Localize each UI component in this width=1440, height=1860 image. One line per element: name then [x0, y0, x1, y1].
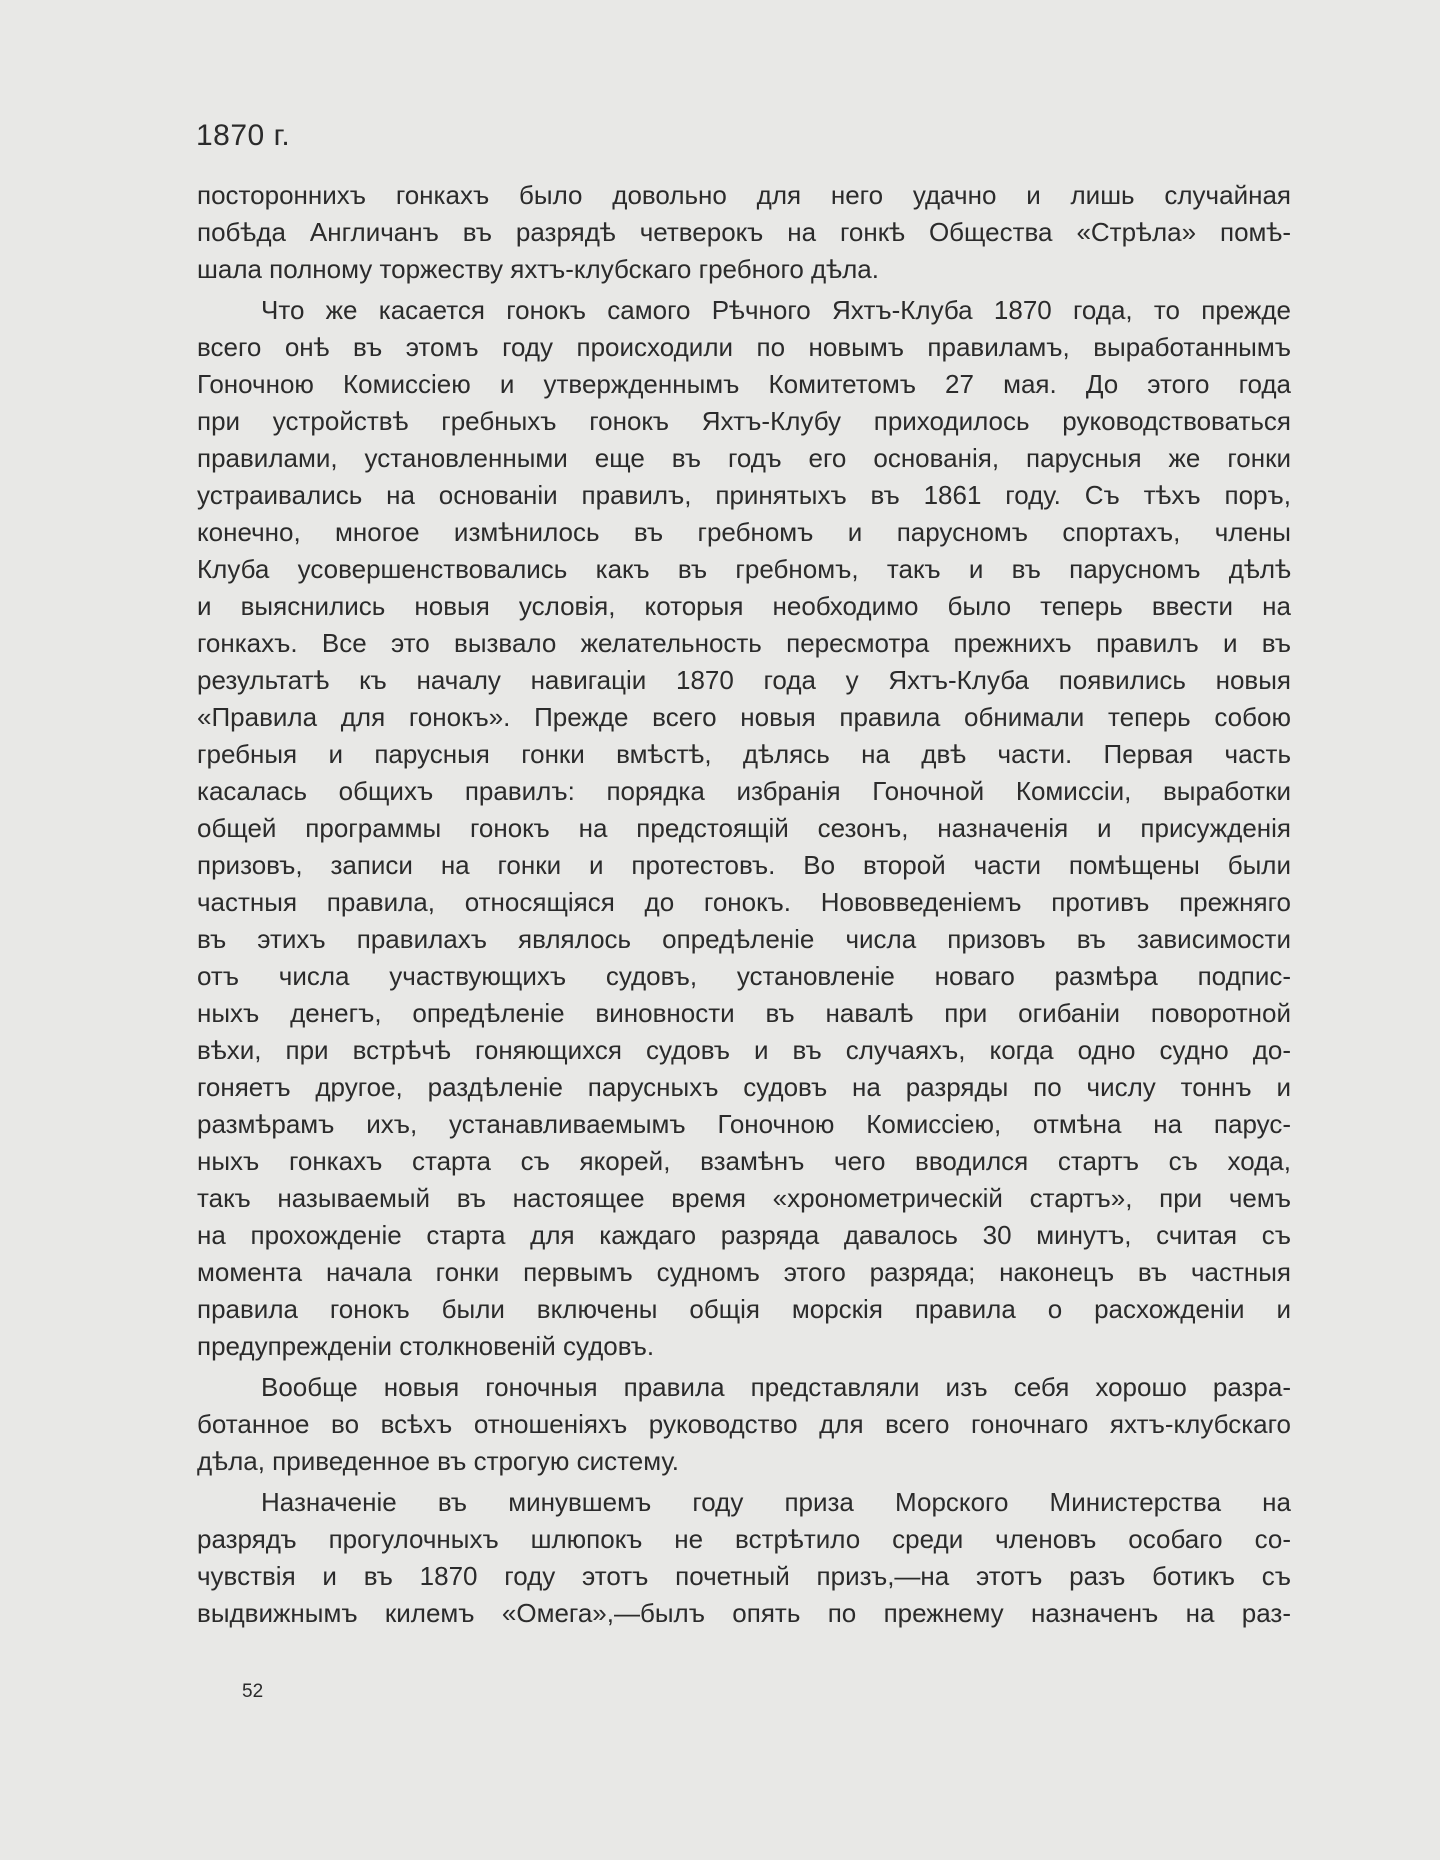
text-line: результатѣ къ началу навигаціи 1870 года у Яхтъ-Клуба появились новыя: [197, 665, 1291, 695]
text-line: такъ называемый въ настоящее время «хронометрическій стартъ», при чемъ: [197, 1183, 1291, 1213]
text-line: дѣла, приведенное въ строгую систему.: [197, 1446, 679, 1476]
text-line: всего онѣ въ этомъ году происходили по новымъ правиламъ, выработаннымъ: [197, 332, 1291, 362]
text-line: правилами, установленными еще въ годъ его основанія, парусныя же гонки: [197, 443, 1291, 473]
text-line: выдвижнымъ килемъ «Омега»,—былъ опять по прежнему назначенъ на раз-: [197, 1598, 1291, 1628]
paragraph: [197, 1484, 1291, 1632]
text-line: устраивались на основаніи правилъ, принятыхъ въ 1861 году. Съ тѣхъ поръ,: [197, 480, 1291, 510]
text-line: общей программы гонокъ на предстоящій сезонъ, назначенія и присужденія: [197, 813, 1291, 843]
text-line: частныя правила, относящіяся до гонокъ. Нововведеніемъ противъ прежняго: [197, 887, 1291, 917]
text-line: отъ числа участвующихъ судовъ, установленіе новаго размѣра подпис-: [197, 961, 1291, 991]
text-line: Назначеніе въ минувшемъ году приза Морского Министерства на: [261, 1487, 1291, 1517]
text-line: Гоночною Комиссіею и утвержденнымъ Комитетомъ 27 мая. До этого года: [197, 369, 1291, 399]
text-line: Что же касается гонокъ самого Рѣчного Яхтъ-Клуба 1870 года, то прежде: [261, 295, 1291, 325]
text-line: шала полному торжеству яхтъ-клубскаго гребного дѣла.: [197, 254, 879, 284]
text-line: ботанное во всѣхъ отношеніяхъ руководство для всего гоночнаго яхтъ-клубскаго: [197, 1409, 1291, 1439]
body-text: [197, 177, 1291, 1632]
text-line: касалась общихъ правилъ: порядка избранія Гоночной Комиссіи, выработки: [197, 776, 1291, 806]
text-line: чувствія и въ 1870 году этотъ почетный призъ,—на этотъ разъ ботикъ съ: [197, 1561, 1291, 1591]
text-line: гонкахъ. Все это вызвало желательность пересмотра прежнихъ правилъ и въ: [197, 628, 1291, 658]
text-line: гребныя и парусныя гонки вмѣстѣ, дѣлясь на двѣ части. Первая часть: [197, 739, 1291, 769]
text-line: разрядъ прогулочныхъ шлюпокъ не встрѣтило среди членовъ особаго со-: [197, 1524, 1291, 1554]
text-line: побѣда Англичанъ въ разрядѣ четверокъ на гонкѣ Общества «Стрѣла» помѣ-: [197, 217, 1291, 247]
text-line: постороннихъ гонкахъ было довольно для него удачно и лишь случайная: [197, 180, 1291, 210]
text-line: вѣхи, при встрѣчѣ гоняющихся судовъ и въ случаяхъ, когда одно судно до-: [197, 1035, 1291, 1065]
text-line: момента начала гонки первымъ судномъ этого разряда; наконецъ въ частныя: [197, 1257, 1291, 1287]
text-line: Вообще новыя гоночныя правила представляли изъ себя хорошо разра-: [261, 1372, 1291, 1402]
paragraph: [197, 177, 1291, 288]
text-line: призовъ, записи на гонки и протестовъ. Во второй части помѣщены были: [197, 850, 1291, 880]
text-line: конечно, многое измѣнилось въ гребномъ и парусномъ спортахъ, члены: [197, 517, 1291, 547]
text-line: гоняетъ другое, раздѣленіе парусныхъ судовъ на разряды по числу тоннъ и: [197, 1072, 1291, 1102]
text-line: правила гонокъ были включены общія морскія правила о расхожденіи и: [197, 1294, 1291, 1324]
text-line: на прохожденіе старта для каждаго разряда давалось 30 минутъ, считая съ: [197, 1220, 1291, 1250]
text-line: размѣрамъ ихъ, устанавливаемымъ Гоночною Комиссіею, отмѣна на парус-: [197, 1109, 1291, 1139]
text-line: ныхъ гонкахъ старта съ якорей, взамѣнъ чего вводился стартъ съ хода,: [197, 1146, 1291, 1176]
text-line: и выяснились новыя условія, которыя необходимо было теперь ввести на: [197, 591, 1291, 621]
running-head: 1870 г.: [196, 119, 291, 152]
paragraph: [197, 1369, 1291, 1480]
text-line: ныхъ денегъ, опредѣленіе виновности въ навалѣ при огибаніи поворотной: [197, 998, 1291, 1028]
text-line: предупрежденіи столкновеній судовъ.: [197, 1331, 655, 1361]
text-line: Клуба усовершенствовались какъ въ гребномъ, такъ и въ парусномъ дѣлѣ: [197, 554, 1291, 584]
text-line: «Правила для гонокъ». Прежде всего новыя правила обнимали теперь собою: [197, 702, 1291, 732]
text-line: при устройствѣ гребныхъ гонокъ Яхтъ-Клубу приходилось руководствоваться: [197, 406, 1291, 436]
page-number: 52: [242, 1681, 264, 1702]
paragraph: [197, 292, 1291, 1365]
text-line: въ этихъ правилахъ являлось опредѣленіе числа призовъ въ зависимости: [197, 924, 1291, 954]
